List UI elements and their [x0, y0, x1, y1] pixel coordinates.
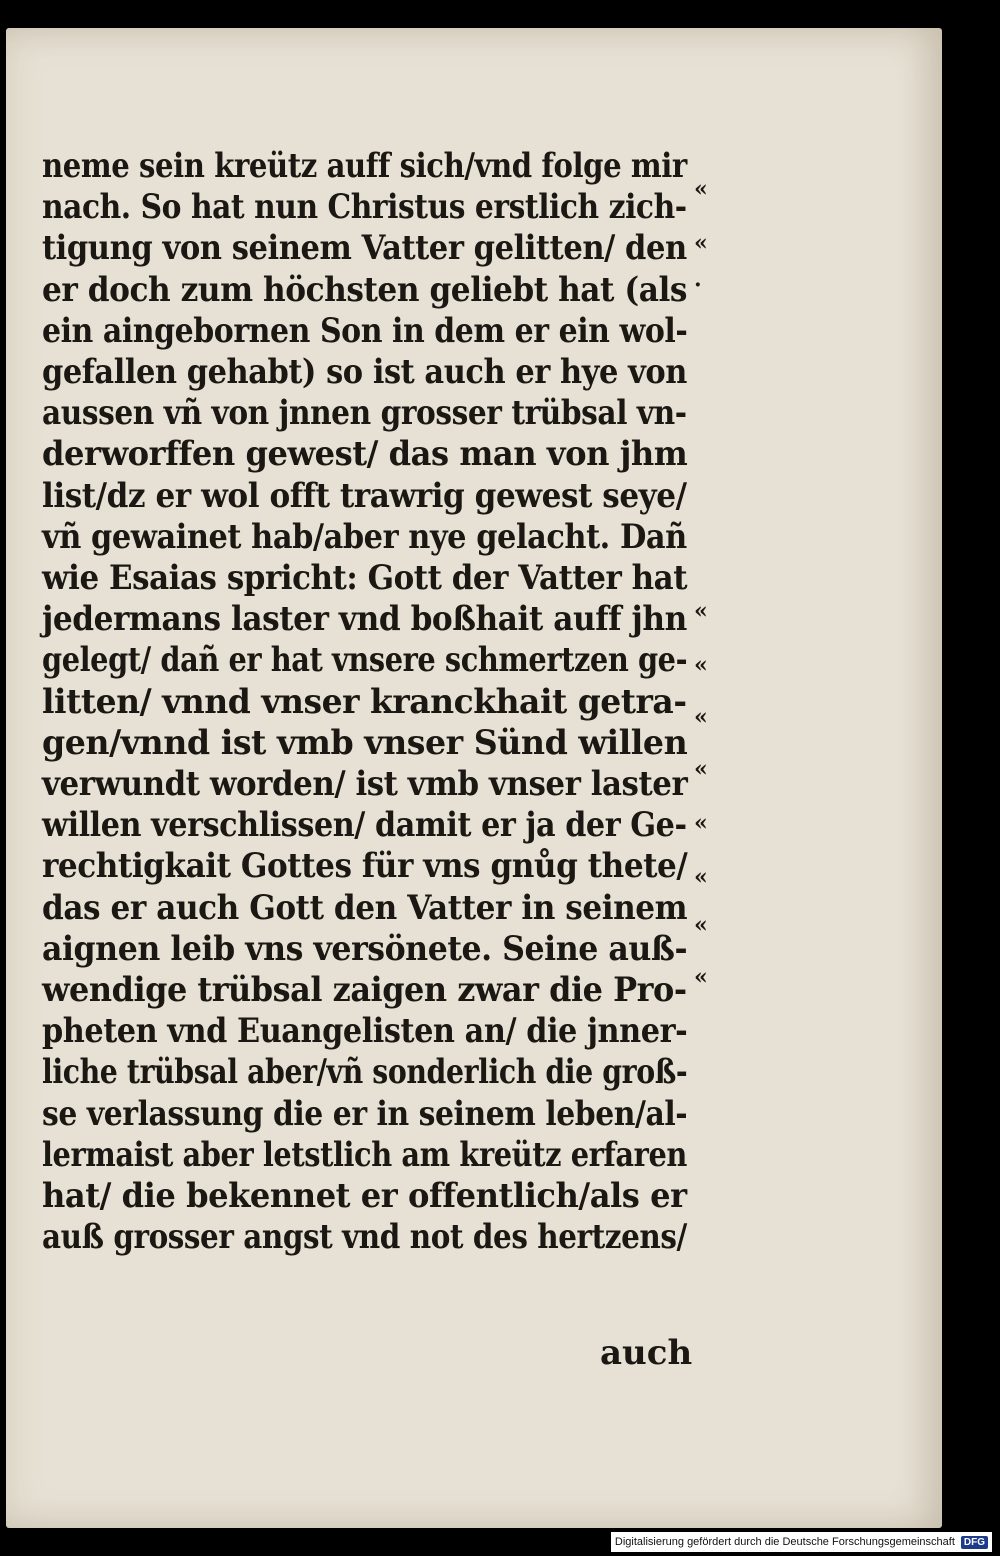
- text-line: pheten vnd Euangelisten an/ die jnner-: [42, 1011, 688, 1052]
- text-line: er doch zum höchsten geliebt hat (als: [42, 269, 687, 310]
- text-line: nach. So hat nun Christus erstlich zich-: [42, 187, 687, 228]
- margin-quote-mark: «: [694, 704, 708, 730]
- footer-credit: [611, 1532, 992, 1552]
- credit-text: Digitalisierung gefördert durch die Deutsche Forschungsgemeinschaft: [614, 1536, 955, 1548]
- text-line: lermaist aber letstlich am kreütz erfaren: [42, 1134, 687, 1175]
- margin-quote-mark: «: [694, 864, 708, 890]
- catchword: auch: [600, 1333, 693, 1373]
- dfg-logo: DFG: [961, 1536, 988, 1549]
- text-line: derworffen gewest/ das man von jhm: [42, 434, 688, 475]
- text-line: gefallen gehabt) so ist auch er hye von: [42, 352, 687, 392]
- text-line: verwundt worden/ ist vmb vnser laster: [42, 764, 688, 804]
- text-line: ein aingebornen Son in dem er ein wol-: [42, 310, 688, 351]
- margin-quote-mark: «: [694, 652, 708, 678]
- text-line: aignen leib vns versönete. Seine auß-: [42, 928, 688, 969]
- margin-quote-mark: «: [694, 912, 708, 938]
- text-line: wie Esaias spricht: Gott der Vatter hat: [42, 558, 688, 598]
- text-line: gen/vnnd ist vmb vnser Sünd willen: [42, 722, 688, 763]
- text-line: wendige trübsal zaigen zwar die Pro-: [42, 970, 687, 1010]
- margin-quote-mark: «: [694, 810, 708, 836]
- text-line: tigung von seinem Vatter gelitten/ den: [42, 228, 687, 269]
- text-line: neme sein kreütz auff sich/vnd folge mir: [42, 146, 687, 186]
- margin-quote-mark: «: [694, 756, 708, 782]
- margin-quote-mark: «: [694, 598, 708, 624]
- margin-quote-mark: ·: [694, 272, 702, 298]
- book-page: [6, 28, 942, 1528]
- text-line: das er auch Gott den Vatter in seinem: [42, 887, 688, 928]
- text-line: jedermans laster vnd boßhait auff jhn: [42, 599, 687, 640]
- text-line: rechtigkait Gottes für vns gnůg thete/: [42, 846, 688, 887]
- text-line: list/dz er wol offt trawrig gewest seye/: [42, 475, 687, 516]
- margin-quote-mark: «: [694, 176, 708, 202]
- text-line: litten/ vnnd vnser kranckhait getra-: [42, 681, 687, 722]
- text-line: se verlassung die er in seinem leben/al-: [42, 1093, 688, 1134]
- margin-quote-mark: «: [694, 230, 708, 256]
- text-line: aussen vñ von jnnen grosser trübsal vn-: [42, 393, 687, 434]
- text-line: liche trübsal aber/vñ sonderlich die groß-: [42, 1052, 688, 1093]
- text-line: gelegt/ dañ er hat vnsere schmertzen ge-: [42, 640, 688, 681]
- text-line: hat/ die bekennet er offentlich/als er: [42, 1176, 687, 1216]
- text-line: vñ gewainet hab/aber nye gelacht. Dañ: [42, 516, 687, 557]
- text-line: auß grosser angst vnd not des hertzens/: [42, 1217, 687, 1258]
- text-line: willen verschlissen/ damit er ja der Ge-: [42, 805, 687, 846]
- margin-quote-mark: «: [694, 964, 708, 990]
